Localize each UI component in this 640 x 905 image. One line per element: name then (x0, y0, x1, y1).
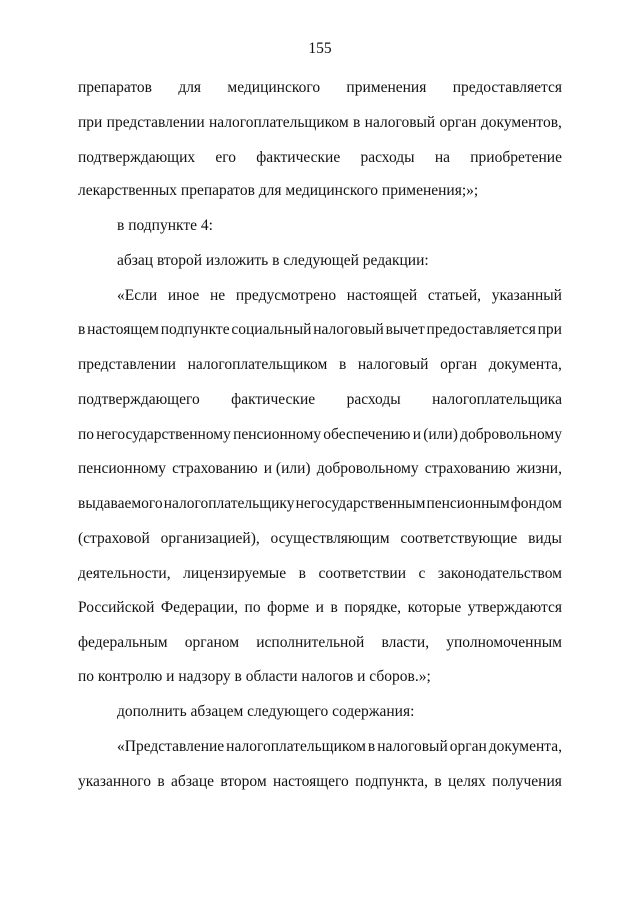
text-line-6: абзац второй изложить в следующей редакции: (117, 252, 429, 269)
word: выдаваемого (78, 495, 163, 512)
word: указанного (78, 773, 151, 790)
word: орган (440, 356, 478, 373)
word: иное (167, 287, 200, 304)
word: и (315, 599, 324, 616)
word: подпункта, (355, 773, 428, 790)
word: налоговый (377, 738, 448, 755)
word: виды (528, 530, 562, 547)
word: предоставляется (426, 321, 536, 338)
word: предоставляется (452, 79, 562, 96)
word: приобретение (470, 149, 562, 166)
word: налогоплательщика (432, 391, 562, 408)
word: статьей, (427, 287, 482, 304)
word: налогоплательщиком (226, 738, 366, 755)
word: (или) (423, 426, 458, 443)
word: налогоплательщиком (208, 114, 349, 131)
word: негосударственному (96, 426, 231, 443)
word: налоговый (313, 321, 384, 338)
word: с (418, 565, 426, 582)
word: пенсионному (233, 426, 322, 443)
word: обеспечению (323, 426, 411, 443)
word: налогоплательщиком (187, 356, 328, 373)
word: «Если (117, 287, 158, 304)
word: которые (407, 599, 462, 616)
word: подтверждающего (78, 391, 200, 408)
word: фактические (231, 391, 316, 408)
text-line-9 (78, 355, 562, 375)
word: настоящего (272, 773, 349, 790)
word: налоговый (364, 114, 436, 131)
word: при (537, 321, 562, 338)
text-line-3 (78, 148, 562, 168)
word: страхованию (172, 460, 258, 477)
word: подтверждающих (78, 149, 196, 166)
word: препаратов (78, 79, 152, 96)
text-line-13 (78, 494, 562, 514)
word: настоящей (346, 287, 418, 304)
word: расходы (360, 149, 415, 166)
page-number: 155 (308, 40, 332, 57)
word: расходы (346, 391, 401, 408)
word: организацией), (160, 530, 260, 547)
word: социальный (231, 321, 312, 338)
word: по (78, 426, 95, 443)
word: пенсионному (78, 460, 166, 477)
word: и (или) (263, 460, 311, 477)
word: документов, (480, 114, 562, 131)
text-line-1 (78, 78, 562, 98)
word: настоящем (87, 321, 159, 338)
word: в (157, 773, 165, 790)
word: представлении (78, 356, 176, 373)
text-line-16 (78, 598, 562, 618)
word: добровольному (460, 426, 562, 443)
word: соответствующие (400, 530, 518, 547)
text-line-12 (78, 459, 562, 479)
word: фондом (510, 495, 562, 512)
word: в (298, 565, 306, 582)
word: федеральным (78, 634, 168, 651)
word: по (244, 599, 261, 616)
text-line-18: по контролю и надзору в области налогов и сборов.»; (78, 668, 431, 685)
word: уполномоченным (446, 634, 562, 651)
text-line-14 (78, 529, 562, 549)
word: не (209, 287, 226, 304)
word: в (78, 321, 86, 338)
word: в (434, 773, 442, 790)
text-line-5: в подпункте 4: (117, 217, 213, 234)
word: деятельности, (78, 565, 171, 582)
word: Российской (78, 599, 155, 616)
word: втором (220, 773, 267, 790)
word: документа, (488, 738, 562, 755)
word: налоговый (357, 356, 429, 373)
word: вычет (385, 321, 425, 338)
word: «Представление (117, 738, 225, 755)
word: власти, (381, 634, 430, 651)
word: документа, (488, 356, 562, 373)
word: Федерации, (160, 599, 238, 616)
word: фактические (256, 149, 341, 166)
word: при (78, 114, 103, 131)
word: органом (184, 634, 240, 651)
word: в (330, 599, 338, 616)
text-line-11 (78, 425, 562, 445)
word: осуществляющим (270, 530, 390, 547)
word: исполнительной (256, 634, 365, 651)
word: в (338, 356, 347, 373)
word: негосударственным (295, 495, 426, 512)
word: указанный (491, 287, 562, 304)
word: подпункте (160, 321, 230, 338)
word: (страховой (78, 530, 150, 547)
word: соответствии (318, 565, 407, 582)
word: целях (448, 773, 486, 790)
text-line-7 (117, 286, 562, 306)
word: орган (439, 114, 477, 131)
text-line-10 (78, 390, 562, 410)
word: в (367, 738, 376, 755)
word: страхованию (424, 460, 511, 477)
word: на (434, 149, 450, 166)
word: его (215, 149, 237, 166)
word: добровольному (316, 460, 419, 477)
word: порядке, (344, 599, 402, 616)
word: орган (449, 738, 487, 755)
text-line-4: лекарственных препаратов для медицинского применения;»; (78, 182, 479, 199)
word: и (412, 426, 421, 443)
word: представлении (106, 114, 205, 131)
word: в (353, 114, 361, 131)
word: пенсионным (426, 495, 510, 512)
word: законодательством (437, 565, 562, 582)
word: форме (267, 599, 310, 616)
word: для (178, 79, 202, 96)
word: применения (346, 79, 427, 96)
text-line-2 (78, 113, 562, 133)
word: налогоплательщику (163, 495, 295, 512)
word: медицинского (227, 79, 321, 96)
word: абзаце (171, 773, 214, 790)
text-line-19: дополнить абзацем следующего содержания: (117, 703, 415, 720)
word: лицензируемые (183, 565, 287, 582)
word: жизни, (516, 460, 562, 477)
word: утверждаются (467, 599, 562, 616)
text-line-15 (78, 564, 562, 584)
word: получения (492, 773, 562, 790)
text-line-17 (78, 633, 562, 653)
text-line-20 (117, 737, 562, 757)
text-line-8 (78, 320, 562, 340)
text-line-21 (78, 772, 562, 792)
word: предусмотрено (235, 287, 337, 304)
